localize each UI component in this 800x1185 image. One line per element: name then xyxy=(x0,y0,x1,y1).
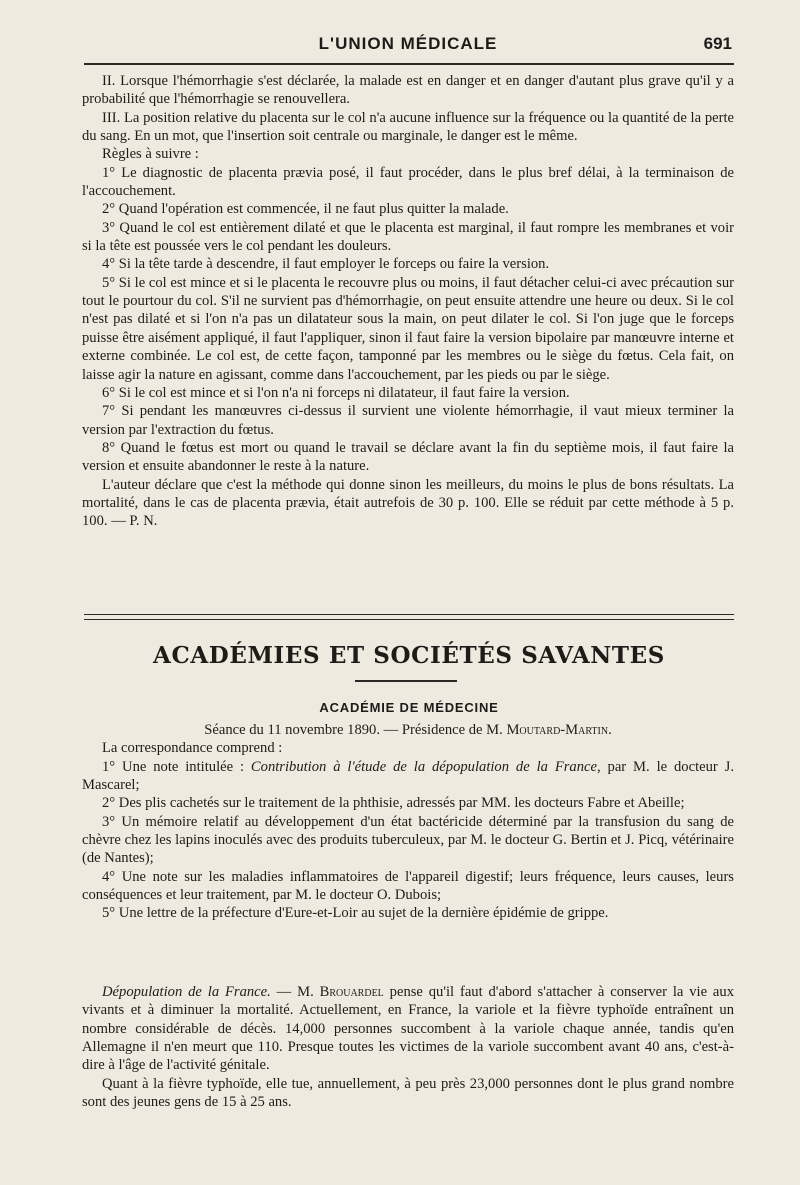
rule-8: 8° Quand le fœtus est mort ou quand le travail se déclare avant la fin du septième mois, il faut faire la version et ensuite abandonner le reste à la nature. xyxy=(82,439,734,475)
depopulation-discussion xyxy=(82,983,734,1111)
rule-6: 6° Si le col est mince et si l'on n'a ni forceps ni dilatateur, il faut faire la version. xyxy=(102,384,570,401)
rule-1: 1° Le diagnostic de placenta prævia posé, il faut procéder, dans le plus bref délai, à la terminaison de l'accouchement. xyxy=(82,164,734,200)
item-1-title: Contribution à l'étude de la dépopulation de la France, xyxy=(250,758,601,775)
rule-3: 3° Quand le col est entièrement dilaté et que le placenta est marginal, il faut rompre les membranes et voir si la tête est poussée vers le col pendant les douleurs. xyxy=(82,219,734,255)
session-date: Séance du 11 novembre 1890. — Présidence de M. xyxy=(204,722,507,738)
rule-5: 5° Si le col est mince et si le placenta le recouvre plus ou moins, il faut détacher celui-ci avec précaution sur tout le pourtour du col. S'il ne survient pas d'hémorrhagie, on peut ensuite attendre une heure ou deux. Si le col n'est pas dilaté et si l'on n'a pas un dilatateur sous la main, on peut dilater le col. Si l'on juge que le forceps puisse être aisément appliqué, il faut l'appliquer, sinon il faut faire la version bipolaire par manœuvre interne et externe combinée. Le col est, de cette façon, tamponné par les membres ou le siège du fœtus. Cela fait, on laisse agir la nature en agissant, comme dans l'accouchement, par les pieds ou par le siège. xyxy=(82,274,734,383)
depopulation-lead: Dépopulation de la France. xyxy=(102,984,271,1000)
session-line xyxy=(82,721,734,739)
page-header xyxy=(84,34,732,64)
header-rule xyxy=(84,63,734,65)
rule-4: 4° Si la tête tarde à descendre, il faut employer le forceps ou faire la version. xyxy=(102,256,550,273)
academie-session xyxy=(82,721,734,923)
correspondence-item-5: 5° Une lettre de la préfecture d'Eure-et-Loir au sujet de la dernière épidémie de grippe. xyxy=(102,905,609,922)
depopulation-text: pense qu'il faut d'abord s'attacher à conserver la vie aux vivants et à diminuer la mortalité. Actuellement, en France, la variole et la fièvre typhoïde entraînent un nombre considérable de décès. 14,000 personnes succombent à la variole chaque année, tandis qu'en Allemagne il n'en meurt que 110. Presque toutes les victimes de la variole succombent avant 40 ans, c'est-à-dire à l'âge de l'activité génitale. xyxy=(82,984,734,1074)
paragraph-iii: III. La position relative du placenta sur le col n'a aucune influence sur la fréquence ou la quantité de la perte du sang. En un mot, que l'insertion soit centrale ou marginale, le danger est le même. xyxy=(82,109,734,145)
speaker-name: Brouardel xyxy=(319,984,384,1000)
depopulation-dash: — M. xyxy=(270,984,320,1000)
session-president: Moutard-Martin. xyxy=(506,722,612,738)
correspondence-intro: La correspondance comprend : xyxy=(102,740,283,757)
item-1-prefix: 1° Une note intitulée : xyxy=(102,758,251,775)
depopulation-paragraph xyxy=(82,983,734,1075)
correspondence-item-3: 3° Un mémoire relatif au développement d'un état bactéricide déterminé par la transfusion du sang de chèvre chez les lapins inoculés avec des produits tuberculeux, par M. le docteur G. Bertin et J. Picq, vétérinaire (de Nantes); xyxy=(82,813,734,867)
correspondence-item-2: 2° Des plis cachetés sur le traitement de la phthisie, adressés par MM. les docteurs Fabre et Abeille; xyxy=(102,795,685,812)
paragraph-ii: II. Lorsque l'hémorrhagie s'est déclarée, la malade est en danger et en danger d'autant plus grave qu'il y a probabilité que l'hémorrhagie se renouvellera. xyxy=(82,73,734,108)
correspondence-item-1 xyxy=(82,758,734,795)
page-number: 691 xyxy=(703,34,732,53)
rules-heading: Règles à suivre : xyxy=(102,146,199,163)
typhoid-paragraph: Quant à la fièvre typhoïde, elle tue, annuellement, à peu près 23,000 personnes dont le plus grand nombre sont des jeunes gens de 15 à 25 ans. xyxy=(82,1075,734,1111)
section-divider xyxy=(84,614,734,620)
section-title: ACADÉMIES ET SOCIÉTÉS SAVANTES xyxy=(153,642,665,669)
placenta-praevia-conclusions xyxy=(82,72,734,531)
author-conclusion: L'auteur déclare que c'est la méthode qui donne sinon les meilleurs, du moins le plus de bons résultats. La mortalité, dans le cas de placenta prævia, était autrefois de 30 p. 100. Elle se réduit par cette méthode à 5 p. 100. — P. N. xyxy=(82,476,734,530)
correspondence-item-4: 4° Une note sur les maladies inflammatoires de l'appareil digestif; leurs fréquence, leurs causes, leurs conséquences et leur traitement, par M. le docteur O. Dubois; xyxy=(82,868,734,904)
subsection-title: ACADÉMIE DE MÉDECINE xyxy=(319,700,499,715)
section-title-underline xyxy=(355,680,457,682)
running-title: L'UNION MÉDICALE xyxy=(318,34,498,53)
item-1-suffix: par M. le docteur J. Mascarel; xyxy=(82,758,734,794)
rule-7: 7° Si pendant les manœuvres ci-dessus il survient une violente hémorrhagie, il vaut mieux terminer la version par l'extraction du fœtus. xyxy=(82,403,734,438)
rule-2: 2° Quand l'opération est commencée, il ne faut plus quitter la malade. xyxy=(102,201,509,218)
